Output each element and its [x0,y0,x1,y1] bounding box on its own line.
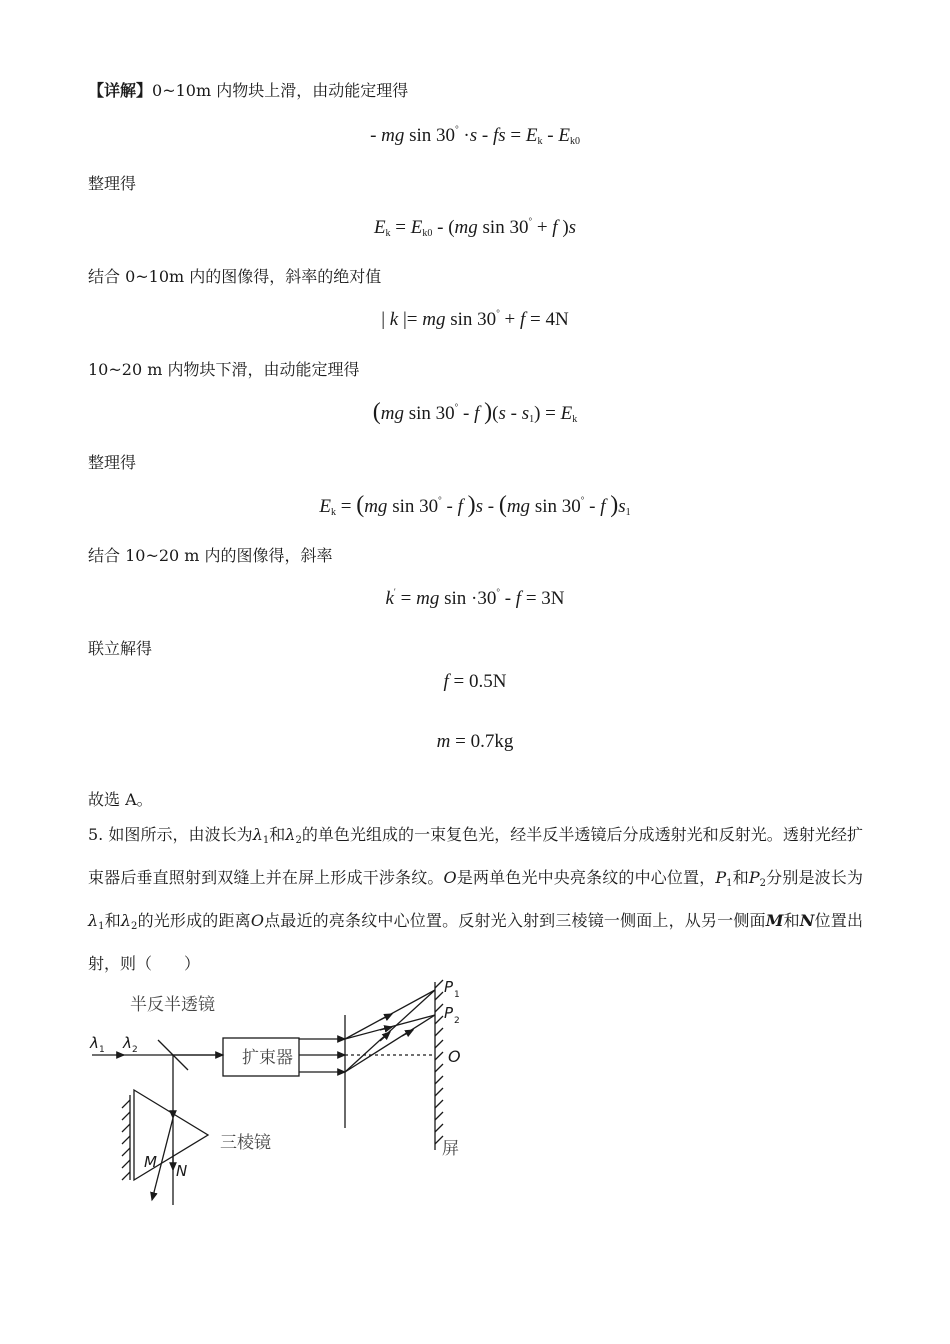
equation-5: $E_k = (mg$ sin 30° - f )s - (mg sin 30° - f )$s_1$ [319,492,631,518]
f-value: 0.5N [469,671,507,692]
label-M: M [144,1153,157,1171]
label-P1-sub: 1 [454,990,460,1000]
equation-m: m = 0.7kg [436,731,514,752]
q-seg7: 和 [104,911,121,930]
q-seg9: 点最近的亮条纹中心位置。反射光入射到三棱镜一侧面上，从另一侧面 [263,911,766,930]
label-lambda2: λ [123,1034,132,1052]
question-number: 5. [88,825,104,844]
equation-4: (mg sin 30° - f )$(s - s_1) = E_k$ [372,399,578,425]
q-seg6: 分别是波长为 [766,868,863,887]
text-xiahua: 10~20 m 内物块下滑，由动能定理得 [88,360,360,379]
label-N: N [176,1162,188,1180]
k-abs-value: 4N [545,309,569,330]
label-O: O [448,1047,461,1066]
label-lambda1-sub: 1 [99,1045,105,1055]
m-value: 0.7kg [470,731,514,752]
optics-diagram [80,970,500,1215]
q-seg3: 的单色光组成的一束复色光，经半反半透镜后分成透射光和反射光。透射光经扩束器后垂直照射到双缝上并在屏上形成干涉条纹。 [88,825,863,887]
equation-6: k′ = mg sin ·30° - f = 3N [385,587,565,609]
answer-line: 故选 A。 [88,790,153,809]
q-seg11: 位置出射，则（ ） [88,911,863,973]
label-P1: P [444,978,454,996]
q-seg1: 如图所示，由波长为 [108,825,253,844]
label-P2-sub: 2 [454,1016,460,1026]
detail-tag: 【详解】 [88,81,153,100]
equation-f: f = 0.5N [443,671,507,692]
q-seg5: 和 [732,868,749,887]
label-lambda1: λ [90,1034,99,1052]
label-expander: 扩束器 [242,1048,293,1068]
k-prime-value: 3N [541,588,565,609]
label-P2: P [444,1004,454,1022]
intro-text: 0~10m 内物块上滑，由动能定理得 [152,81,409,100]
label-mirror: 半反半透镜 [130,995,215,1015]
intro-line [88,81,408,101]
q-seg4: 是两单色光中央亮条纹的中心位置， [456,868,716,887]
label-prism: 三棱镜 [220,1133,271,1153]
equation-3: | k |= mg sin 30° + f = 4N [381,308,569,330]
text-zhengli-1: 整理得 [88,174,137,193]
label-lambda2-sub: 2 [132,1045,138,1055]
equation-1: - mg sin 30° ·s - fs = $E_k - E_{k0}$ [370,124,580,147]
text-jiehe-1: 结合 0~10m 内的图像得，斜率的绝对值 [88,267,382,286]
equation-2: $E_k = E_{k0} - (mg$ sin 30° + f )s [373,216,577,239]
question-5: 5. 如图所示，由波长为$\lambda_1$和$\lambda_2$的单色光组成的一束复色光，经半反半透镜后分成透射光和反射光。透射光经扩束器后垂直照射到双缝上并在屏上形成干涉条纹。O是两单色光中央亮条纹的中心位置，$P_1$和$P_2$分别是波长为$\lambda_1$和$\lambda_2$的光形成的距离O点最近的亮条纹中心位置。反射光入射到三棱镜一侧面上，从另一侧面M和N位置出射，则（ ） [88,825,863,973]
text-zhengli-2: 整理得 [88,453,137,472]
q-seg2: 和 [269,825,286,844]
q-seg8: 的光形成的距离 [137,911,251,930]
text-jiehe-2: 结合 10~20 m 内的图像得，斜率 [88,546,333,565]
text-lianli: 联立解得 [88,639,153,658]
q-seg10: 和 [783,911,800,930]
label-screen: 屏 [442,1139,459,1159]
